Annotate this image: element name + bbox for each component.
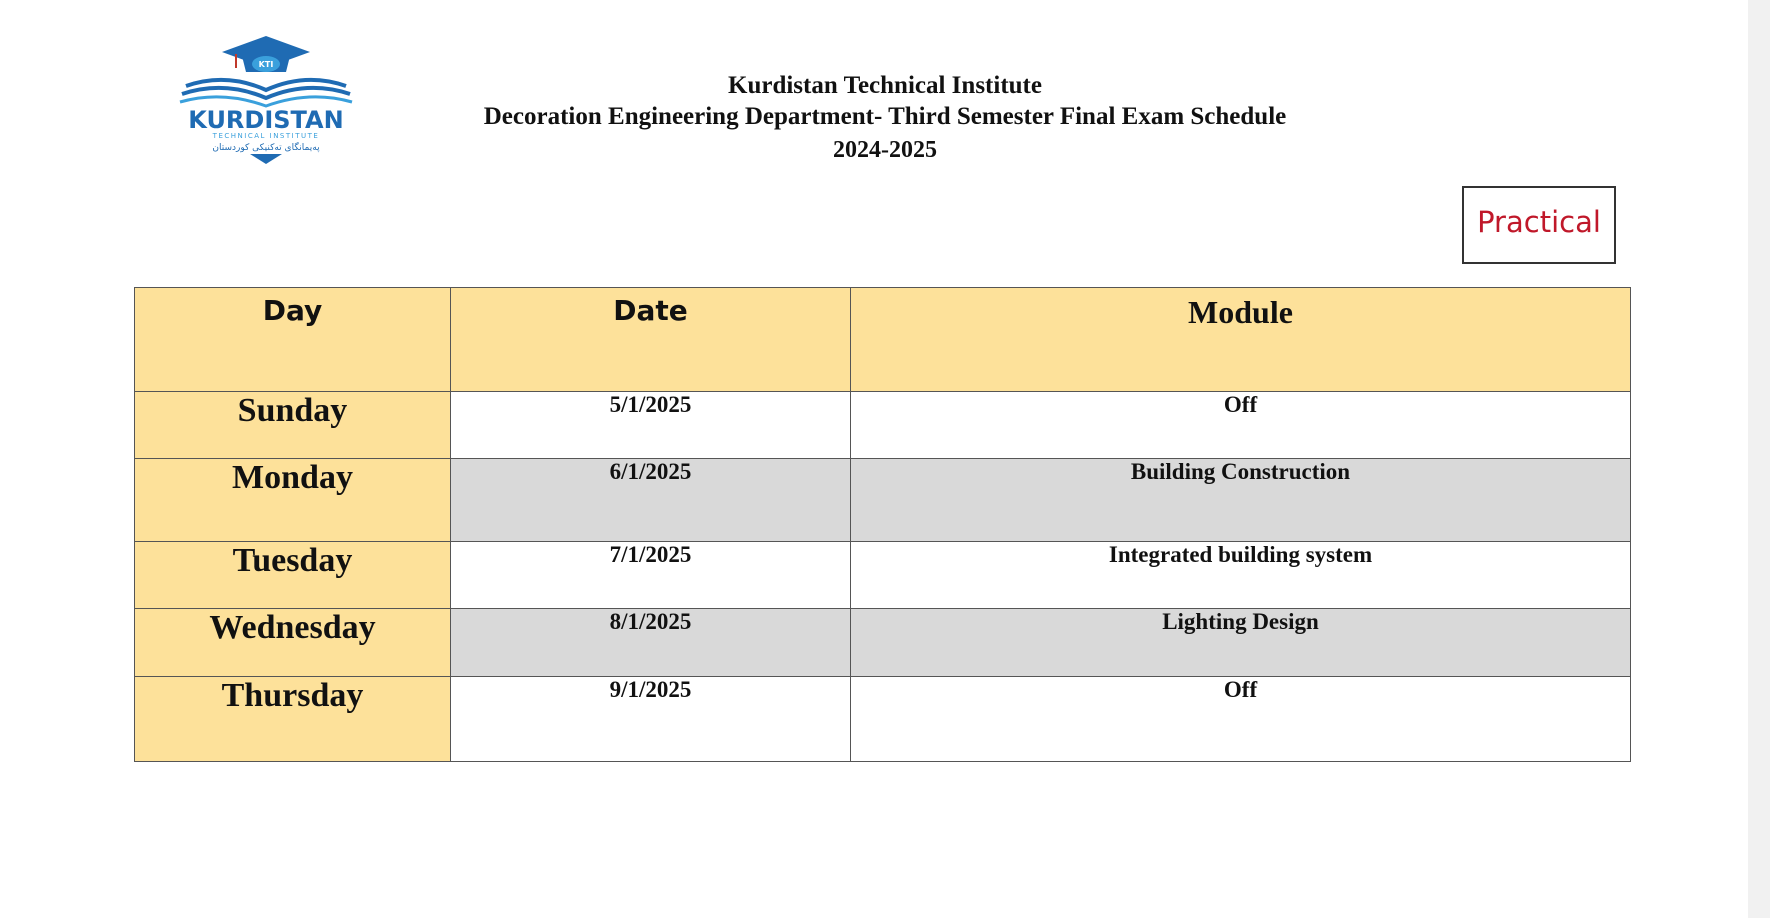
column-header-day: Day	[135, 288, 451, 392]
date-cell: 7/1/2025	[451, 542, 851, 609]
module-cell: Off	[851, 677, 1631, 762]
academic-year: 2024-2025	[833, 137, 937, 163]
module-cell: Building Construction	[851, 459, 1631, 542]
logo-native-script: پەیمانگای تەکنیکی کوردستان	[212, 143, 320, 153]
day-cell: Wednesday	[135, 609, 451, 677]
date-cell: 6/1/2025	[451, 459, 851, 542]
exam-schedule-table	[134, 287, 1631, 762]
document-header	[440, 70, 1330, 168]
day-cell: Thursday	[135, 677, 451, 762]
logo-badge-text: KTI	[258, 60, 274, 69]
table-header-row	[135, 288, 1631, 392]
column-header-module: Module	[851, 288, 1631, 392]
column-header-date: Date	[451, 288, 851, 392]
page-edge	[1748, 0, 1770, 918]
date-cell: 8/1/2025	[451, 609, 851, 677]
logo-name: KURDISTAN	[188, 106, 344, 134]
day-cell: Sunday	[135, 392, 451, 459]
day-cell: Tuesday	[135, 542, 451, 609]
practical-label-box	[1462, 186, 1616, 264]
kurdistan-logo	[178, 34, 354, 166]
module-cell: Off	[851, 392, 1631, 459]
logo-subtitle: TECHNICAL INSTITUTE	[212, 132, 320, 140]
date-cell: 9/1/2025	[451, 677, 851, 762]
date-cell: 5/1/2025	[451, 392, 851, 459]
schedule-title: Decoration Engineering Department- Third Semester Final Exam Schedule	[483, 103, 1287, 130]
module-cell: Integrated building system	[851, 542, 1631, 609]
day-cell: Monday	[135, 459, 451, 542]
table-row	[135, 459, 1631, 542]
table-row	[135, 609, 1631, 677]
table-row	[135, 677, 1631, 762]
table-row	[135, 392, 1631, 459]
table-row	[135, 542, 1631, 609]
institute-name: Kurdistan Technical Institute	[728, 72, 1042, 99]
practical-label: Practical	[1477, 205, 1601, 239]
module-cell: Lighting Design	[851, 609, 1631, 677]
